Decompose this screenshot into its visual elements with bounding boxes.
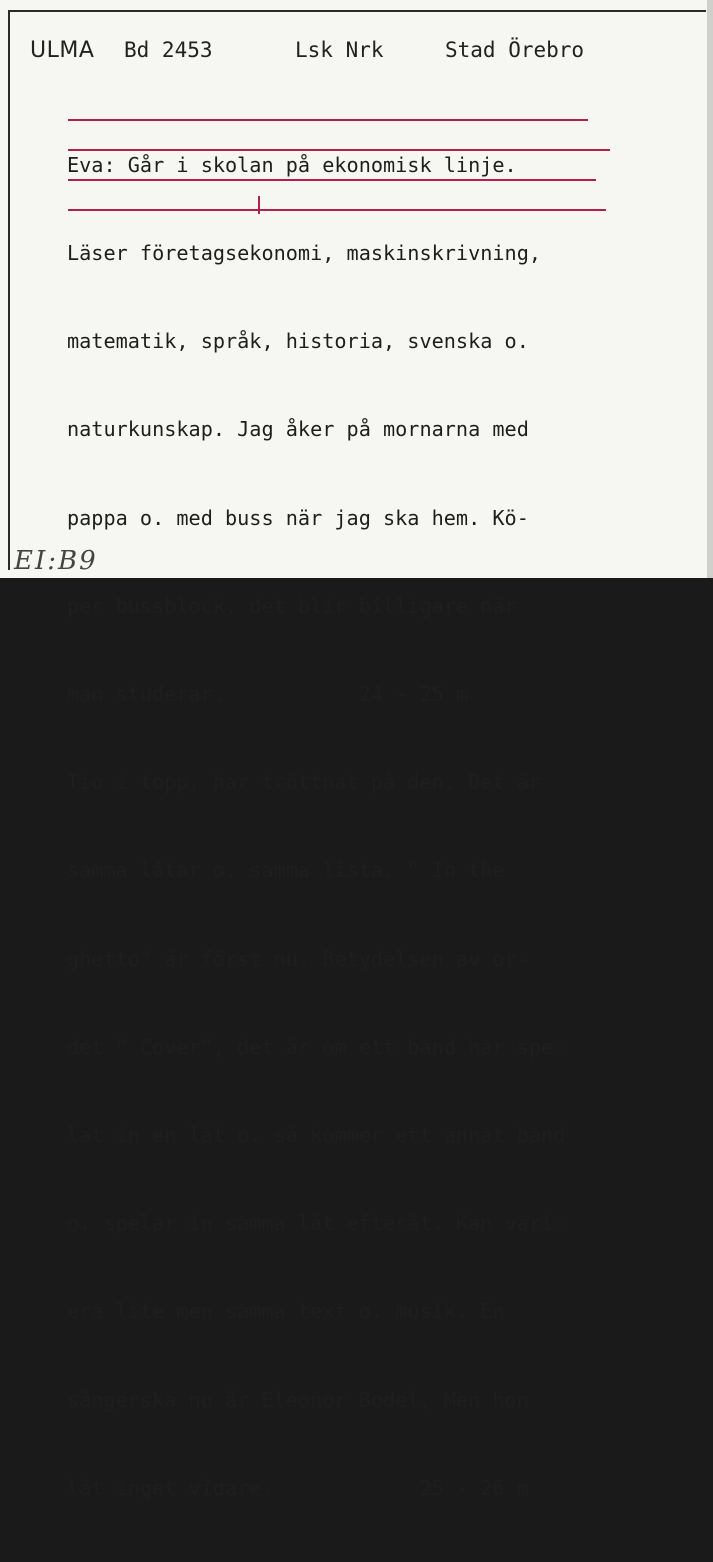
text-line: Tio i topp, har tröttnat på den. Det är: [67, 770, 542, 795]
card-edge: [707, 0, 713, 578]
text-line: ghetto" är först nu. Betydelsen av or-: [67, 946, 529, 971]
volume-number: Bd 2453: [124, 38, 213, 62]
highlight-underline: [68, 149, 610, 151]
text-line: lät inget vidare. 25 - 26 m: [67, 1475, 529, 1500]
text-line: Eva: Går i skolan på ekonomisk linje.: [67, 152, 517, 177]
text-line: det " Cover", det är om ett band har spe-: [67, 1034, 566, 1059]
highlight-underline: [68, 179, 596, 181]
text-line: samma låtar o. samma lista. " In the: [67, 858, 505, 883]
transcript-text: [67, 92, 667, 1562]
text-line: pappa o. med buss när jag ska hem. Kö-: [67, 505, 529, 530]
text-line: man studerar. 24 - 25 m: [67, 682, 469, 707]
handwritten-mark: EI:B9: [14, 546, 98, 576]
archive-code: ULMA: [30, 38, 95, 63]
text-line: per bussblock, det blir billigare när: [67, 593, 517, 618]
place-name: Stad Örebro: [445, 38, 585, 62]
text-line: naturkunskap. Jag åker på mornarna med: [67, 417, 529, 442]
highlight-underline: [68, 119, 588, 121]
text-line: sångerska nu är Eleonor Bodel, Men hon: [67, 1387, 529, 1412]
text-line: era lite men samma text o. musik. En: [67, 1299, 505, 1324]
text-line: Läser företagsekonomi, maskinskrivning,: [67, 241, 542, 266]
highlight-underline: [68, 209, 606, 211]
parish-code: Lsk Nrk: [295, 38, 384, 62]
highlight-tick: [258, 196, 260, 214]
text-line: lat in en låt o. så kommer ett annat band: [67, 1123, 566, 1148]
text-line: o. spelar in samma låt efteråt. Kan vari-: [67, 1211, 566, 1236]
text-line: matematik, språk, historia, svenska o.: [67, 329, 529, 354]
